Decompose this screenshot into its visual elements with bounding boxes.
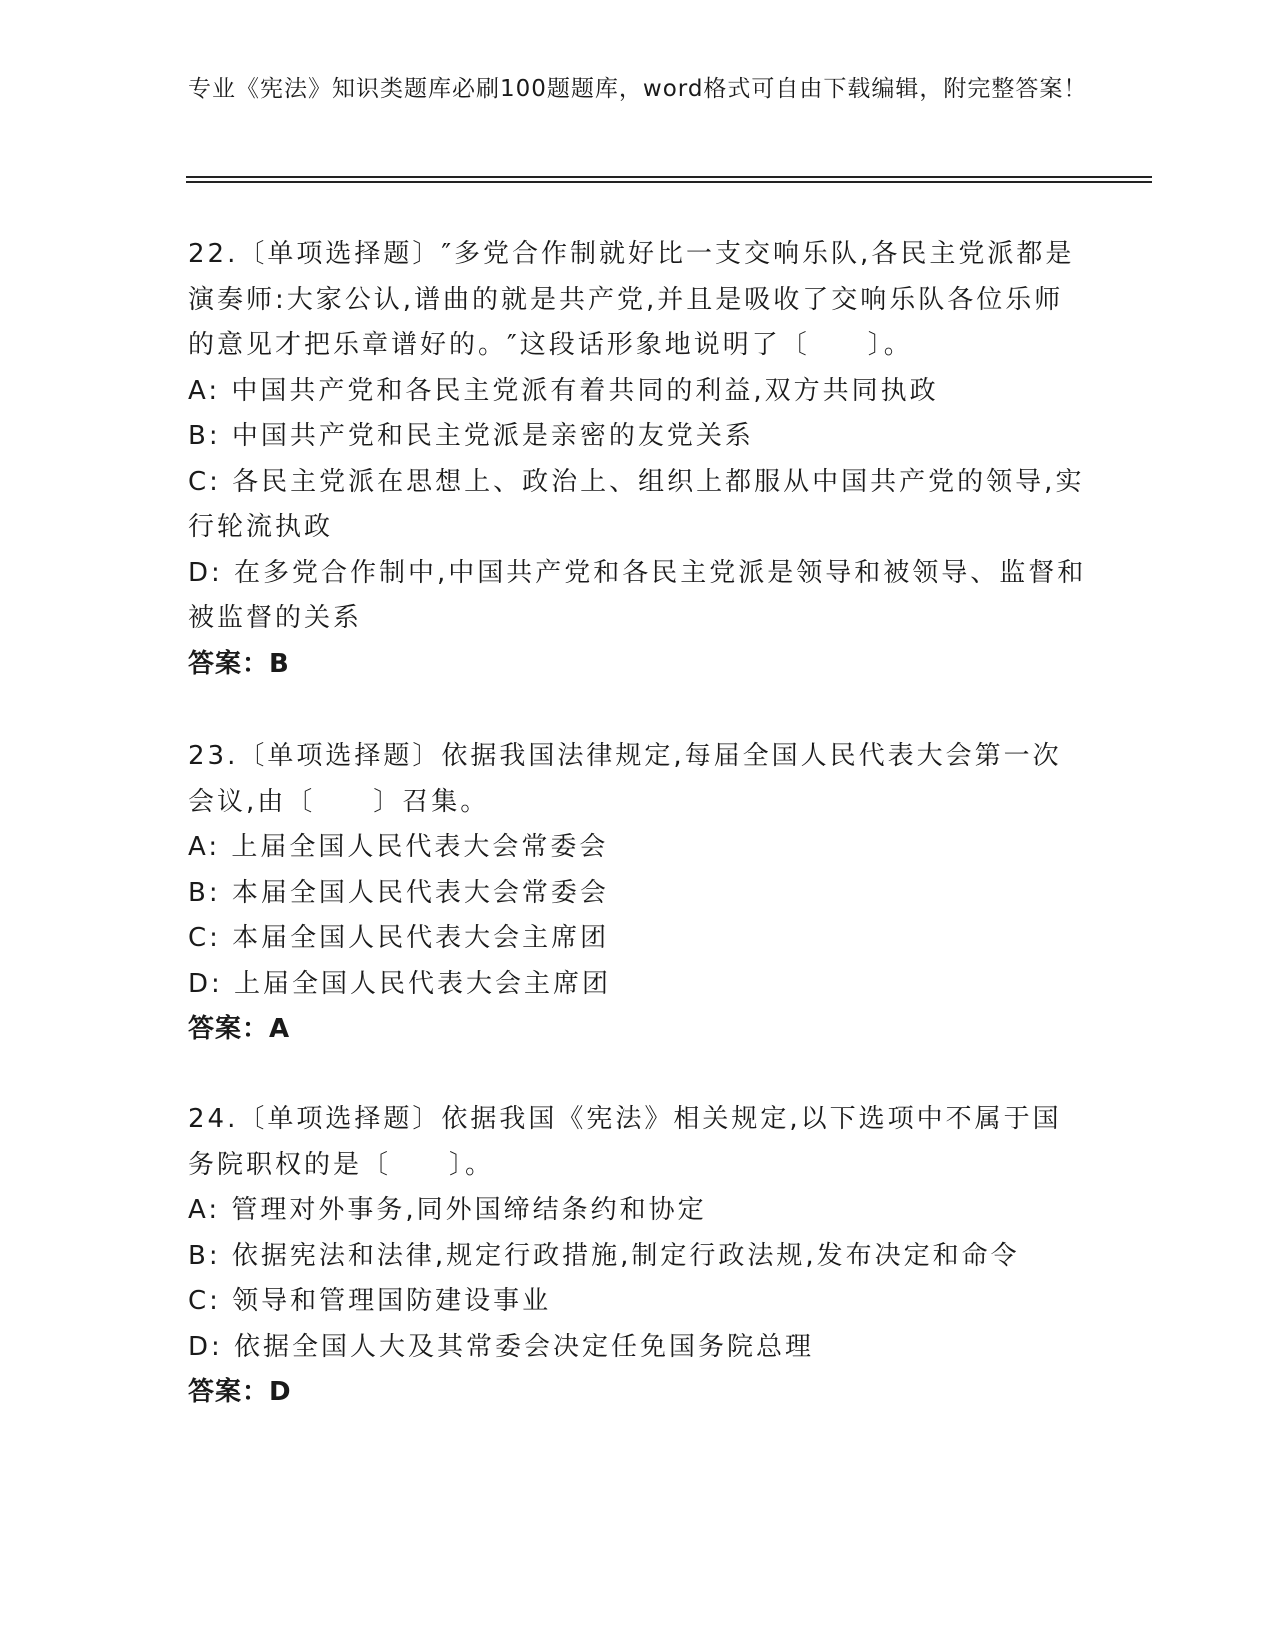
question-22 <box>188 232 1088 687</box>
option-c: C: 领导和管理国防建设事业 <box>188 1286 552 1316</box>
document-header: 专业《宪法》知识类题库必刷100题题库，word格式可自由下载编辑，附完整答案！ <box>188 76 1088 102</box>
question-stem: 22.〔单项选择题〕″多党合作制就好比一支交响乐队,各民主党派都是演奏师:大家公认,谱曲的就是共产党,并且是吸收了交响乐队各位乐师的意见才把乐章谱好的。″这段话形象地说明了〔 〕。 <box>188 239 1075 360</box>
option-d: D: 依据全国人大及其常委会决定任免国务院总理 <box>188 1331 815 1362</box>
question-24 <box>188 1097 1088 1416</box>
option-a: A: 上届全国人民代表大会常委会 <box>188 832 609 862</box>
option-b: B: 依据宪法和法律,规定行政措施,制定行政法规,发布决定和命令 <box>188 1240 1020 1271</box>
question-23 <box>188 734 1088 1053</box>
question-stem: 23.〔单项选择题〕依据我国法律规定,每届全国人民代表大会第一次会议,由〔 〕召集。 <box>188 741 1062 817</box>
option-d: D: 在多党合作制中,中国共产党和各民主党派是领导和被领导、监督和被监督的关系 <box>188 557 1087 633</box>
question-stem: 24.〔单项选择题〕依据我国《宪法》相关规定,以下选项中不属于国务院职权的是〔 〕。 <box>188 1104 1062 1180</box>
option-d: D: 上届全国人民代表大会主席团 <box>188 968 612 999</box>
option-b: B: 中国共产党和民主党派是亲密的友党关系 <box>188 421 754 451</box>
answer: 答案：B <box>188 648 290 679</box>
answer: 答案：A <box>188 1014 291 1044</box>
header-divider-top <box>186 176 1152 178</box>
header-divider-bottom <box>186 181 1152 183</box>
option-b: B: 本届全国人民代表大会常委会 <box>188 877 609 908</box>
option-c: C: 各民主党派在思想上、政治上、组织上都服从中国共产党的领导,实行轮流执政 <box>188 466 1085 542</box>
answer: 答案：D <box>188 1377 292 1407</box>
option-a: A: 中国共产党和各民主党派有着共同的利益,双方共同执政 <box>188 375 939 406</box>
option-c: C: 本届全国人民代表大会主席团 <box>188 923 610 953</box>
option-a: A: 管理对外事务,同外国缔结条约和协定 <box>188 1195 707 1225</box>
